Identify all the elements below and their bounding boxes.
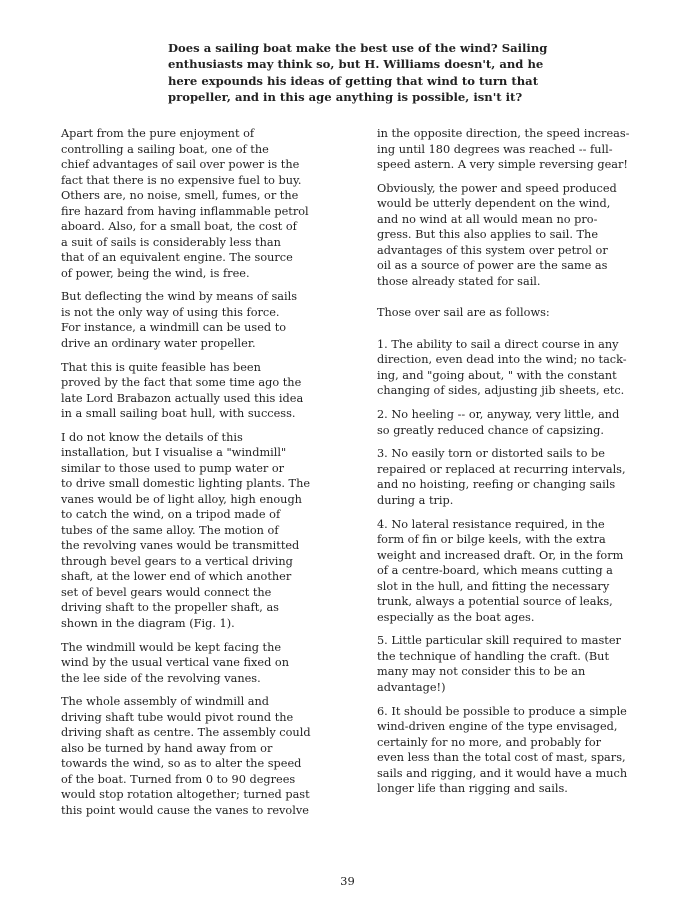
text-line: set of bevel gears would connect the: [61, 585, 272, 599]
paragraph: [61, 289, 351, 351]
text-line: to catch the wind, on a tripod made of: [61, 508, 281, 522]
text-line: For instance, a windmill can be used to: [61, 321, 287, 335]
text-line: in the opposite direction, the speed increas-: [377, 127, 630, 140]
list-item: [377, 633, 677, 695]
text-line: Apart from the pure enjoyment of: [61, 127, 255, 140]
paragraph: [61, 126, 351, 281]
paragraph: [61, 430, 351, 632]
right-column: [377, 126, 677, 805]
text-line: 2. No heeling -- or, anyway, very little, and: [377, 408, 620, 422]
text-line: slot in the hull, and fitting the necessary: [377, 579, 610, 593]
text-line: tubes of the same alloy. The motion of: [61, 523, 279, 537]
text-line: to drive small domestic lighting plants. The: [61, 477, 311, 491]
text-line: advantages of this system over petrol or: [377, 243, 608, 257]
text-line: The whole assembly of windmill and: [61, 695, 270, 709]
text-line: gress. But this also applies to sail. The: [377, 228, 599, 242]
text-line: longer life than rigging and sails.: [377, 782, 568, 796]
text-line: even less than the total cost of mast, spars,: [377, 751, 626, 765]
text-line: through bevel gears to a vertical driving: [61, 554, 293, 568]
text-line: and no wind at all would mean no pro-: [377, 212, 598, 226]
text-line: during a trip.: [377, 493, 454, 507]
text-line: the technique of handling the craft. (But: [377, 649, 609, 663]
text-line: wind-driven engine of the type envisaged,: [377, 720, 618, 734]
text-line: 4. No lateral resistance required, in the: [377, 517, 605, 531]
text-line: many may not consider this to be an: [377, 665, 586, 679]
text-line: in a small sailing boat hull, with success.: [61, 407, 296, 421]
text-line: towards the wind, so as to alter the speed: [61, 757, 302, 771]
text-line: driving shaft to the propeller shaft, as: [61, 601, 279, 615]
text-line: especially as the boat ages.: [377, 610, 535, 624]
text-line: oil as a source of power are the same as: [377, 259, 608, 273]
text-line: 5. Little particular skill required to master: [377, 634, 621, 648]
text-line: aboard. Also, for a small boat, the cost of: [61, 220, 297, 233]
paragraph: [61, 640, 351, 687]
text-line: would stop rotation altogether; turned past: [61, 788, 310, 802]
text-line: fact that there is no expensive fuel to buy.: [61, 173, 302, 187]
list-item: [377, 517, 677, 626]
text-line: I do not know the details of this: [61, 430, 243, 444]
list-intro: [377, 305, 677, 321]
text-line: this point would cause the vanes to revolve: [61, 803, 309, 817]
list-item: [377, 407, 677, 438]
page-number: 39: [340, 874, 355, 888]
text-line: repaired or replaced at recurring intervals,: [377, 462, 626, 476]
text-line: driving shaft tube would pivot round the: [61, 710, 294, 724]
text-line: form of fin or bilge keels, with the extra: [377, 533, 606, 547]
paragraph: [377, 181, 677, 290]
intro-line: enthusiasts may think so, but H. Williams doesn't, and he: [168, 57, 544, 72]
text-line: controlling a sailing boat, one of the: [61, 142, 269, 156]
intro-paragraph: [168, 40, 548, 105]
paragraph: [377, 126, 677, 173]
text-line: The windmill would be kept facing the: [61, 640, 282, 654]
text-line: certainly for no more, and probably for: [377, 735, 602, 749]
text-line: also be turned by hand away from or: [61, 741, 273, 755]
text-line: Those over sail are as follows:: [377, 306, 550, 320]
text-line: shaft, at the lower end of which another: [61, 570, 292, 584]
text-line: that of an equivalent engine. The source: [61, 251, 293, 264]
text-line: ing, and "going about, " with the constant: [377, 368, 617, 382]
text-line: of the boat. Turned from 0 to 90 degrees: [61, 772, 296, 786]
text-line: fire hazard from having inflammable petrol: [61, 204, 309, 218]
text-line: changing of sides, adjusting jib sheets, etc.: [377, 384, 625, 398]
intro-line: propeller, and in this age anything is possible, isn't it?: [168, 89, 523, 104]
text-line: the revolving vanes would be transmitted: [61, 539, 300, 553]
left-column: [61, 126, 351, 827]
text-line: trunk, always a potential source of leaks,: [377, 595, 613, 609]
list-item: [377, 446, 677, 508]
text-line: a suit of sails is considerably less than: [61, 235, 281, 249]
text-line: so greatly reduced chance of capsizing.: [377, 423, 604, 437]
paragraph: [61, 360, 351, 422]
text-line: Obviously, the power and speed produced: [377, 181, 617, 195]
text-line: vanes would be of light alloy, high enough: [61, 492, 302, 506]
text-line: wind by the usual vertical vane fixed on: [61, 656, 290, 670]
text-line: direction, even dead into the wind; no tack-: [377, 353, 627, 367]
text-line: drive an ordinary water propeller.: [61, 336, 256, 350]
text-line: 6. It should be possible to produce a simple: [377, 704, 627, 718]
text-line: 3. No easily torn or distorted sails to be: [377, 447, 605, 461]
text-line: and no hoisting, reefing or changing sails: [377, 478, 616, 492]
text-line: the lee side of the revolving vanes.: [61, 671, 261, 685]
text-line: weight and increased draft. Or, in the form: [377, 548, 624, 562]
text-line: 1. The ability to sail a direct course in any: [377, 337, 619, 351]
text-line: sails and rigging, and it would have a much: [377, 766, 628, 780]
text-line: of a centre-board, which means cutting a: [377, 564, 613, 578]
text-line: is not the only way of using this force.: [61, 305, 280, 319]
text-line: But deflecting the wind by means of sails: [61, 290, 298, 304]
list-item: [377, 337, 677, 399]
text-line: proved by the fact that some time ago the: [61, 376, 302, 390]
text-line: speed astern. A very simple reversing gear!: [377, 158, 628, 171]
text-line: shown in the diagram (Fig. 1).: [61, 616, 235, 630]
text-line: chief advantages of sail over power is the: [61, 158, 300, 171]
text-line: driving shaft as centre. The assembly could: [61, 726, 311, 740]
intro-line: here expounds his ideas of getting that wind to turn that: [168, 73, 539, 88]
text-line: late Lord Brabazon actually used this idea: [61, 391, 304, 405]
text-line: ing until 180 degrees was reached -- full-: [377, 142, 613, 156]
text-line: That this is quite feasible has been: [61, 360, 261, 374]
paragraph: [61, 694, 351, 818]
text-line: similar to those used to pump water or: [61, 461, 285, 475]
text-line: installation, but I visualise a "windmill": [61, 446, 287, 460]
text-line: Others are, no noise, smell, fumes, or the: [61, 189, 299, 202]
text-line: advantage!): [377, 680, 446, 694]
text-line: of power, being the wind, is free.: [61, 266, 250, 280]
intro-line: Does a sailing boat make the best use of the wind? Sailing: [168, 41, 548, 55]
text-line: would be utterly dependent on the wind,: [377, 197, 611, 211]
text-line: those already stated for sail.: [377, 274, 541, 288]
list-item: [377, 704, 677, 797]
